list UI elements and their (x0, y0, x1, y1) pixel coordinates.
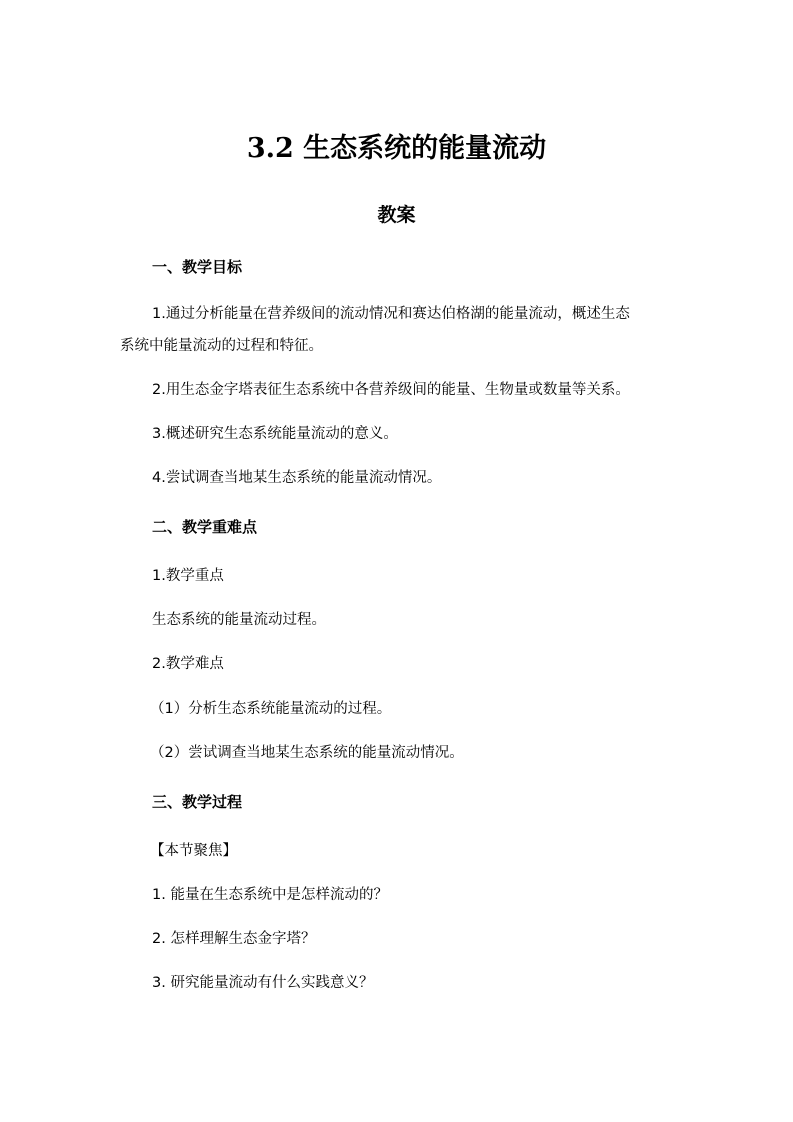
focus-label: 【本节聚焦】 (150, 843, 237, 859)
focus-question-2: 2. 怎样理解生态金字塔？ (152, 931, 316, 947)
objective-1-line-2: 系统中能量流动的过程和特征。 (120, 338, 323, 354)
focus-question-3: 3. 研究能量流动有什么实践意义？ (152, 975, 374, 991)
key-point-text: 生态系统的能量流动过程。 (152, 612, 326, 628)
difficulty-item-1: （1）分析生态系统能量流动的过程。 (150, 701, 392, 717)
document-title: 3.2 生态系统的能量流动 (246, 133, 547, 164)
objective-3: 3.概述研究生态系统能量流动的意义。 (152, 426, 398, 442)
focus-question-1: 1. 能量在生态系统中是怎样流动的？ (152, 887, 388, 903)
document-subtitle: 教案 (377, 204, 416, 226)
key-point-label: 1.教学重点 (152, 568, 224, 584)
section-heading-objectives: 一、教学目标 (152, 258, 243, 276)
objective-1-line-1: 1.通过分析能量在营养级间的流动情况和赛达伯格湖的能量流动，概述生态 (152, 306, 630, 322)
section-heading-process: 三、教学过程 (152, 793, 243, 811)
difficulty-item-2: （2）尝试调查当地某生态系统的能量流动情况。 (150, 745, 464, 761)
objective-2: 2.用生态金字塔表征生态系统中各营养级间的能量、生物量或数量等关系。 (152, 382, 630, 398)
section-heading-key-points: 二、教学重难点 (152, 518, 258, 536)
difficulty-label: 2.教学难点 (152, 656, 224, 672)
objective-4: 4.尝试调查当地某生态系统的能量流动情况。 (152, 470, 442, 486)
